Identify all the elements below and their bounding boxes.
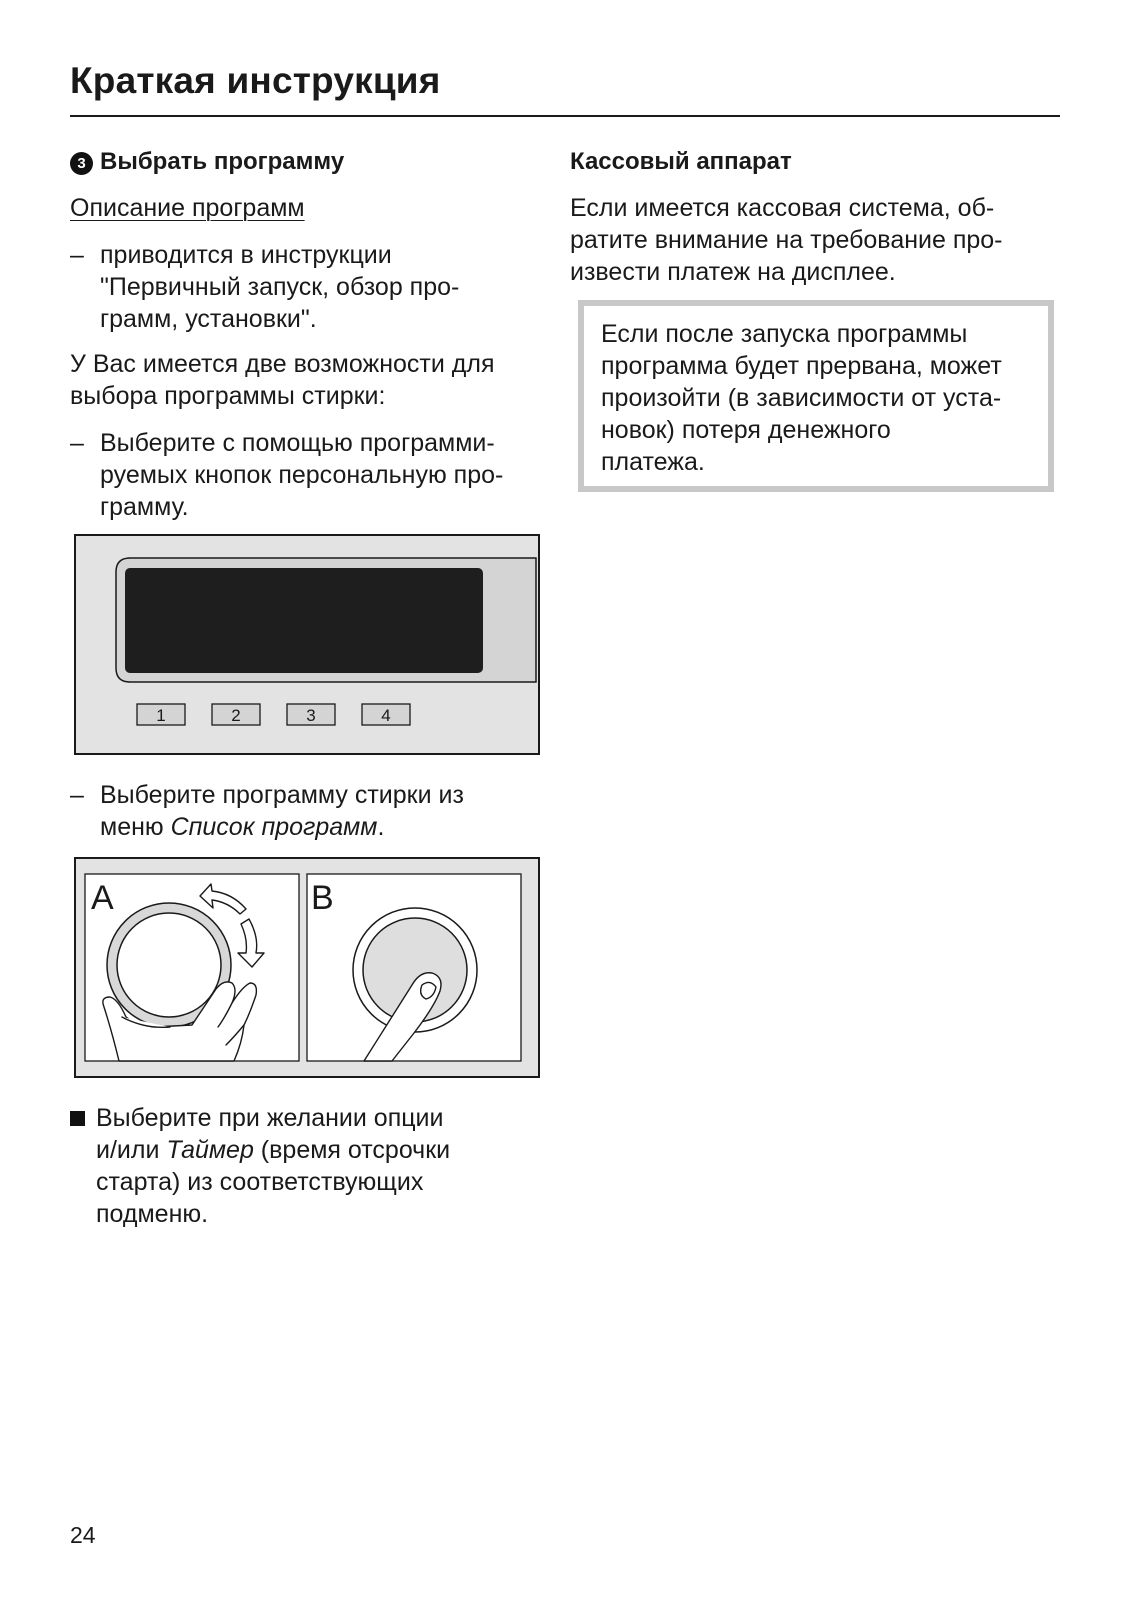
list-item-3-line xyxy=(100,811,540,843)
program-button-2-label: 2 xyxy=(231,706,241,725)
note-line: произойти (в зависимости от уста- xyxy=(601,384,1002,412)
dial-panel-b-label: B xyxy=(311,879,334,917)
dial-panel-a xyxy=(85,874,299,1061)
program-button-3-label: 3 xyxy=(306,706,316,725)
paragraph-line: извести платеж на дисплее. xyxy=(570,258,896,286)
list-item-4-line xyxy=(96,1134,540,1166)
section-heading-cash-register: Кассовый аппарат xyxy=(570,148,792,175)
program-button-1-label: 1 xyxy=(156,706,166,725)
paragraph-two-options xyxy=(70,348,494,412)
text-span: и/или xyxy=(96,1136,167,1164)
display-screen xyxy=(125,568,483,673)
list-item-4-line: Выберите при желании опции xyxy=(96,1104,444,1132)
title-rule xyxy=(70,115,1060,117)
list-item-2-line: Выберите с помощью программи- xyxy=(100,429,495,457)
dash-marker: – xyxy=(70,429,84,457)
dial-panel-b xyxy=(307,874,521,1061)
list-item-3-line: Выберите программу стирки из xyxy=(100,781,464,809)
list-item-2-line: руемых кнопок персональную про- xyxy=(100,461,504,489)
paragraph-cash-register xyxy=(570,192,1003,288)
text-span: (время отсрочки xyxy=(253,1136,451,1164)
list-item-4-line: старта) из соответствующих xyxy=(96,1168,424,1196)
dash-marker: – xyxy=(70,241,84,269)
list-item-3 xyxy=(70,779,540,843)
note-line: программа будет прервана, может xyxy=(601,352,1002,380)
list-item-4 xyxy=(70,1102,540,1230)
list-item-1-line: грамм, установки". xyxy=(100,305,317,333)
square-bullet-icon xyxy=(70,1111,85,1126)
paragraph-line: выбора программы стирки: xyxy=(70,382,386,410)
list-item-1-line: приводится в инструкции xyxy=(100,241,392,269)
warning-note-text xyxy=(601,318,1041,478)
page-number: 24 xyxy=(70,1522,96,1548)
text-span: . xyxy=(377,813,385,841)
paragraph-line: ратите внимание на требование про- xyxy=(570,226,1003,254)
note-line: новок) потеря денежного xyxy=(601,416,891,444)
step-number-badge: 3 xyxy=(70,152,93,175)
dial-panel-a-label: A xyxy=(91,879,114,917)
warning-note-box xyxy=(578,300,1054,492)
menu-name-timer: Таймер xyxy=(166,1136,254,1164)
dash-marker: – xyxy=(70,781,84,809)
text-span: меню xyxy=(100,813,171,841)
paragraph-line: У Вас имеется две возможности для xyxy=(70,350,495,378)
list-item-1-line: "Первичный запуск, обзор про- xyxy=(100,273,460,301)
list-item-4-line: подменю. xyxy=(96,1200,209,1228)
paragraph-line: Если имеется кассовая система, об- xyxy=(570,194,995,222)
section-heading-text: Выбрать программу xyxy=(100,148,345,175)
section-heading-select-program xyxy=(70,146,344,178)
dial-illustration xyxy=(74,857,540,1079)
menu-name-program-list: Список программ xyxy=(170,813,378,841)
list-item-1 xyxy=(70,239,540,335)
program-button-4-label: 4 xyxy=(381,706,391,725)
control-panel-illustration xyxy=(74,534,540,756)
note-line: платежа. xyxy=(601,448,705,476)
subheading-program-description: Описание программ xyxy=(70,194,305,222)
page-title: Краткая инструкция xyxy=(70,60,441,101)
list-item-2 xyxy=(70,427,540,523)
list-item-2-line: грамму. xyxy=(100,493,189,521)
note-line: Если после запуска программы xyxy=(601,320,968,348)
